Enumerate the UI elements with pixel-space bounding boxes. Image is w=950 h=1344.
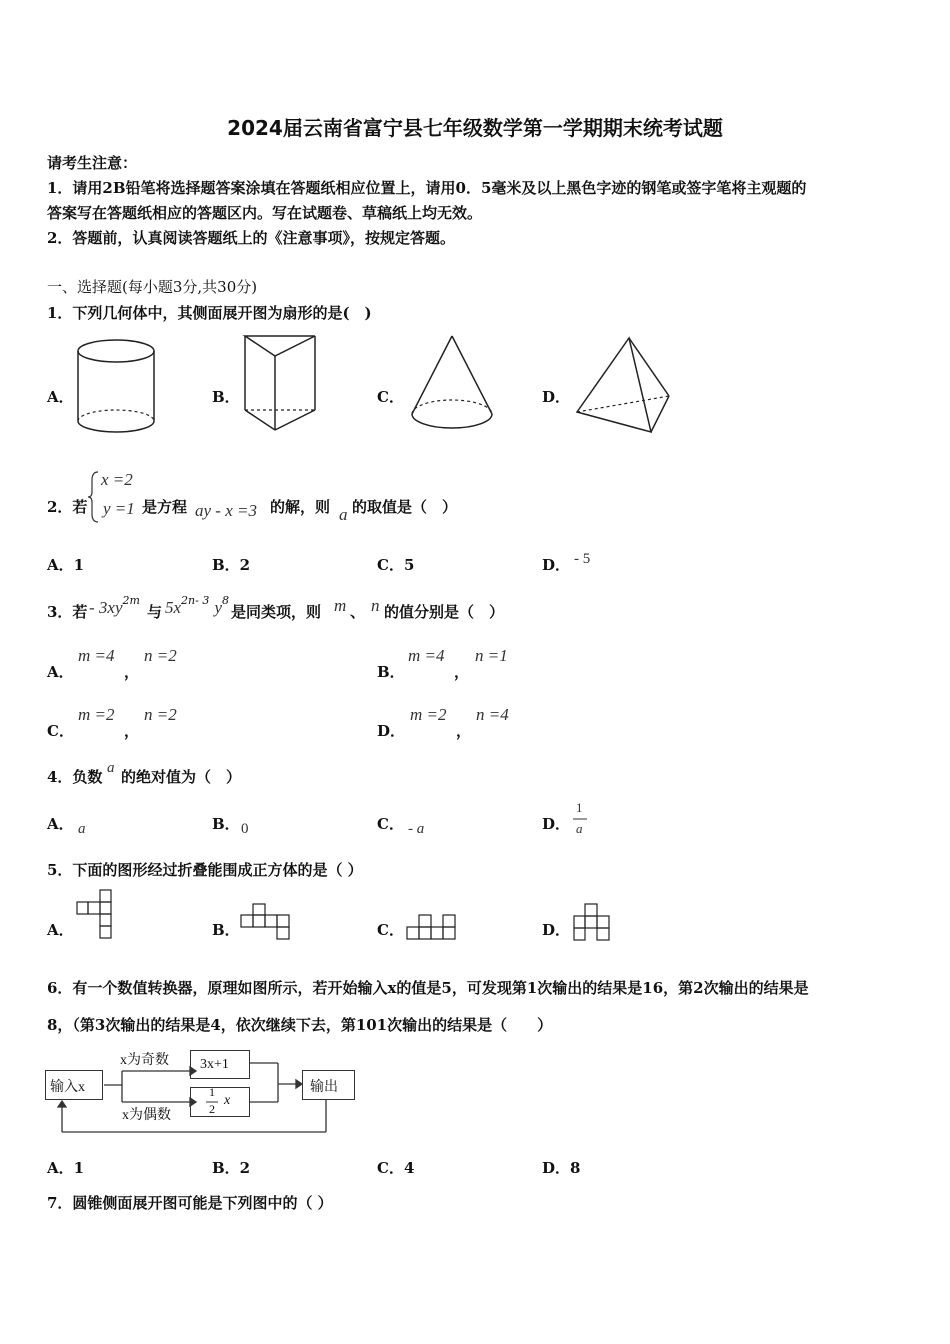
q3-option-c-label: C． <box>47 722 74 740</box>
notice-line-3: 2．答题前，认真阅读答题纸上的《注意事项》，按规定答题。 <box>47 229 455 247</box>
q3-option-b-m: m =4 <box>408 646 445 665</box>
notice-line-1: 1．请用2B铅笔将选择题答案涂填在答题纸相应位置上，请用0．5毫米及以上黑色字迹的钢笔或签字笔将主观题的 <box>47 179 807 197</box>
section-heading: 一、选择题(每小题3分,共30分) <box>47 278 258 296</box>
q4-option-a-label: A． <box>47 815 74 833</box>
q4-var-a: a <box>107 760 115 776</box>
flow-op2-box <box>190 1087 250 1117</box>
q3-option-a-n: n =2 <box>144 646 177 665</box>
q4-option-b-value: 0 <box>241 821 249 837</box>
q3-term2-base: 5x <box>165 598 182 617</box>
q4-option-c-value: - a <box>408 821 425 837</box>
q3-option-d-m: m =2 <box>410 705 447 724</box>
brace-symbol <box>88 470 100 524</box>
q4-option-b-label: B． <box>212 815 240 833</box>
flow-op2-numerator: 1 <box>209 1085 215 1099</box>
q1-option-d: D． <box>542 388 571 406</box>
q6-option-a: A．1 <box>47 1159 85 1177</box>
q2-option-a: A．1 <box>47 556 85 574</box>
q2-text-tail: 的取值是（ ） <box>352 498 458 516</box>
q3-term1-base: - 3xy <box>89 598 123 617</box>
q3-option-b-n: n =1 <box>475 646 508 665</box>
notice-line-2: 答案写在答题纸相应的答题区内。写在试题卷、草稿纸上均无效。 <box>47 204 483 222</box>
q3-with: 与 <box>147 603 163 621</box>
page-title: 2024届云南省富宁县七年级数学第一学期期末统考试题 <box>227 116 723 140</box>
q1-option-a: A． <box>47 388 74 406</box>
q2-eq-x: x =2 <box>101 470 133 489</box>
q3-option-d-label: D． <box>377 722 406 740</box>
q5-option-a: A． <box>47 921 74 939</box>
q2-option-c: C．5 <box>377 556 415 574</box>
notice-heading: 请考生注意： <box>47 154 138 172</box>
q4-option-d-label: D． <box>542 815 571 833</box>
flow-op1-label: 3x+1 <box>200 1057 229 1072</box>
q6-option-d: D．8 <box>542 1159 581 1177</box>
q3-option-a-comma: ， <box>124 663 140 681</box>
q2-equation: ay - x =3 <box>195 501 257 520</box>
q4-text-tail: 的绝对值为（ ） <box>121 768 242 786</box>
q5-option-c: C． <box>377 921 404 939</box>
q2-var-a: a <box>339 505 348 524</box>
q3-option-c-m: m =2 <box>78 705 115 724</box>
q3-term2-y: y <box>214 598 222 617</box>
q3-var-n: n <box>371 596 380 615</box>
flow-even-label: x为偶数 <box>122 1108 171 1123</box>
q4-option-c-label: C． <box>377 815 404 833</box>
flow-odd-label: x为奇数 <box>120 1053 169 1068</box>
q1-stem: 1．下列几何体中，其侧面展开图为扇形的是( ) <box>47 304 372 322</box>
q3-var-m: m <box>334 596 347 615</box>
q3-option-a-m: m =4 <box>78 646 115 665</box>
q2-option-d-value: - 5 <box>574 551 591 567</box>
q3-option-b-comma: ， <box>454 663 470 681</box>
cube-net-d <box>573 903 613 943</box>
q3-term2-yexp: 8 <box>221 594 229 607</box>
q6-option-c: C．4 <box>377 1159 415 1177</box>
q3-option-c-n: n =2 <box>144 705 177 724</box>
q6-stem-line-1: 6．有一个数值转换器，原理如图所示，若开始输入x的值是5，可发现第1次输出的结果是16，第2次输出的结果是 <box>47 979 809 997</box>
q2-text-mid2: 的解，则 <box>270 498 331 516</box>
fraction-bar <box>573 818 587 820</box>
tetrahedron-figure <box>573 334 673 434</box>
q4-option-d-denominator: a <box>576 821 583 836</box>
q1-option-b: B． <box>212 388 240 406</box>
q3-term2-exp: 2n- 3 <box>181 594 210 607</box>
cube-net-b <box>240 903 294 941</box>
q2-eq-y: y =1 <box>103 499 135 518</box>
q3-term1-exp: 2m <box>122 594 140 607</box>
q3-text-tail: 的值分别是（ ） <box>384 603 505 621</box>
cylinder-figure <box>75 338 160 436</box>
cube-net-a <box>76 889 116 941</box>
q5-option-d: D． <box>542 921 571 939</box>
triangular-prism-figure <box>240 332 320 434</box>
q2-option-d: D． <box>542 556 571 574</box>
q3-option-a-label: A． <box>47 663 74 681</box>
q4-option-d-numerator: 1 <box>576 800 583 815</box>
q2-option-b: B．2 <box>212 556 251 574</box>
cube-net-c <box>406 914 460 942</box>
q3-term1 <box>89 594 140 618</box>
q7-stem: 7．圆锥侧面展开图可能是下列图中的（ ） <box>47 1194 333 1212</box>
q6-stem-line-2: 8，（第3次输出的结果是4，依次继续下去，第101次输出的结果是（ ） <box>47 1016 553 1034</box>
q5-stem: 5．下面的图形经过折叠能围成正方体的是（ ） <box>47 861 363 879</box>
flow-op2-x: x <box>224 1093 231 1108</box>
q3-term2 <box>165 594 229 618</box>
q2-number: 2．若 <box>47 498 88 516</box>
cone-figure <box>408 332 498 434</box>
q3-option-b-label: B． <box>377 663 405 681</box>
q3-sep: 、 <box>350 603 366 621</box>
q2-text-mid: 是方程 <box>142 498 188 516</box>
q4-prefix: 4．负数 <box>47 768 103 786</box>
q1-option-c: C． <box>377 388 404 406</box>
q3-option-d-n: n =4 <box>476 705 509 724</box>
q3-text-mid: 是同类项，则 <box>231 603 322 621</box>
flow-output-label: 输出 <box>310 1080 338 1095</box>
flow-op2-denominator: 2 <box>209 1102 215 1116</box>
q5-option-b: B． <box>212 921 240 939</box>
q3-option-d-comma: ， <box>456 722 472 740</box>
q6-option-b: B．2 <box>212 1159 251 1177</box>
q4-option-a-value: a <box>78 821 86 837</box>
q3-option-c-comma: ， <box>124 722 140 740</box>
q3-number: 3．若 <box>47 603 88 621</box>
flow-input-label: 输入x <box>50 1080 85 1095</box>
